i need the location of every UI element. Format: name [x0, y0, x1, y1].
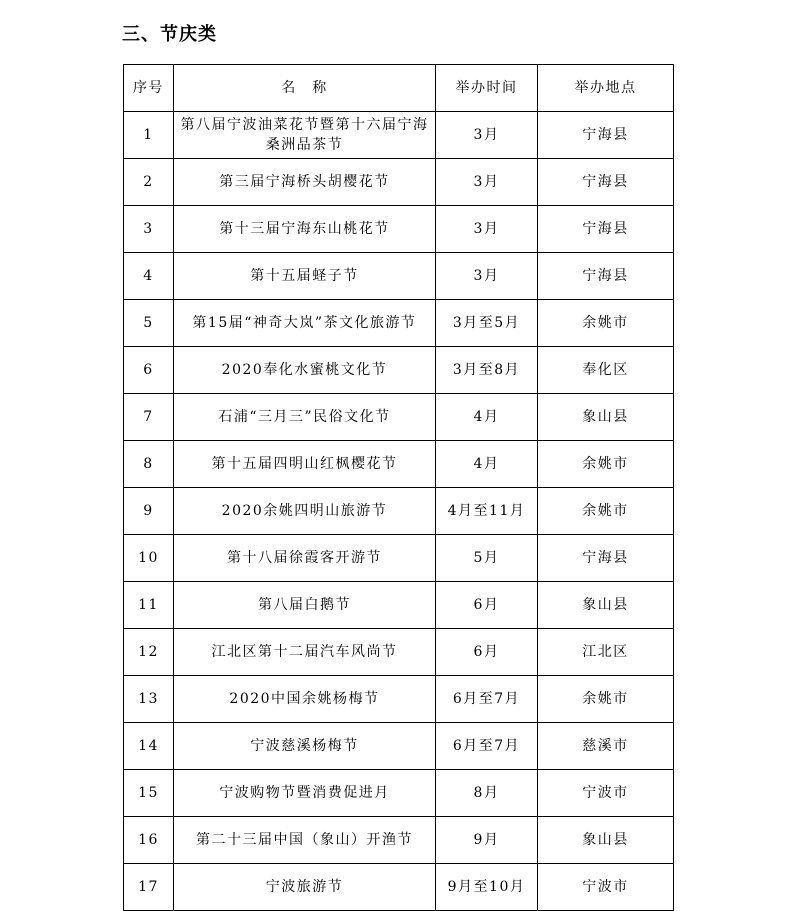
cell-name: 第八届白鹅节: [174, 582, 436, 629]
cell-name: 第十八届徐霞客开游节: [174, 535, 436, 582]
table-row: [124, 112, 674, 159]
cell-place: 象山县: [538, 582, 674, 629]
cell-time: 4月至11月: [436, 488, 538, 535]
cell-number: 14: [124, 723, 174, 770]
cell-place: 宁海县: [538, 112, 674, 159]
section-title: 三、节庆类: [122, 24, 217, 45]
cell-time: 3月: [436, 206, 538, 253]
cell-name: 第十五届四明山红枫樱花节: [174, 441, 436, 488]
table-row: [124, 629, 674, 676]
cell-name: 第二十三届中国（象山）开渔节: [174, 817, 436, 864]
cell-number: 12: [124, 629, 174, 676]
cell-time: 3月: [436, 253, 538, 300]
cell-place: 宁海县: [538, 535, 674, 582]
cell-number: 5: [124, 300, 174, 347]
cell-number: 10: [124, 535, 174, 582]
header-time: 举办时间: [436, 65, 538, 112]
cell-time: 4月: [436, 394, 538, 441]
table-row: [124, 582, 674, 629]
cell-place: 余姚市: [538, 488, 674, 535]
festival-table: [123, 64, 674, 911]
cell-time: 3月至5月: [436, 300, 538, 347]
table-row: [124, 535, 674, 582]
cell-number: 1: [124, 112, 174, 159]
cell-place: 余姚市: [538, 300, 674, 347]
table-row: [124, 253, 674, 300]
cell-number: 9: [124, 488, 174, 535]
cell-number: 7: [124, 394, 174, 441]
cell-place: 宁波市: [538, 864, 674, 911]
header-number: 序号: [124, 65, 174, 112]
cell-number: 15: [124, 770, 174, 817]
cell-time: 8月: [436, 770, 538, 817]
cell-number: 13: [124, 676, 174, 723]
table-row: [124, 817, 674, 864]
cell-time: 3月: [436, 112, 538, 159]
cell-number: 17: [124, 864, 174, 911]
table-row: [124, 300, 674, 347]
cell-place: 宁海县: [538, 159, 674, 206]
cell-number: 3: [124, 206, 174, 253]
cell-time: 6月: [436, 582, 538, 629]
cell-name: 宁波购物节暨消费促进月: [174, 770, 436, 817]
cell-name: 江北区第十二届汽车风尚节: [174, 629, 436, 676]
table-row: [124, 159, 674, 206]
cell-place: 余姚市: [538, 676, 674, 723]
cell-place: 奉化区: [538, 347, 674, 394]
cell-place: 宁海县: [538, 206, 674, 253]
header-place: 举办地点: [538, 65, 674, 112]
table-row: [124, 723, 674, 770]
cell-number: 2: [124, 159, 174, 206]
cell-time: 3月至8月: [436, 347, 538, 394]
table-row: [124, 864, 674, 911]
header-name: 名 称: [174, 65, 436, 112]
cell-name: 第十三届宁海东山桃花节: [174, 206, 436, 253]
table-row: [124, 206, 674, 253]
table-body: [124, 112, 674, 911]
cell-number: 6: [124, 347, 174, 394]
cell-number: 16: [124, 817, 174, 864]
cell-time: 9月至10月: [436, 864, 538, 911]
cell-name: 第三届宁海桥头胡樱花节: [174, 159, 436, 206]
cell-place: 慈溪市: [538, 723, 674, 770]
table-row: [124, 488, 674, 535]
cell-time: 4月: [436, 441, 538, 488]
cell-name: 宁波旅游节: [174, 864, 436, 911]
cell-place: 宁波市: [538, 770, 674, 817]
cell-place: 象山县: [538, 394, 674, 441]
cell-name: 宁波慈溪杨梅节: [174, 723, 436, 770]
cell-number: 11: [124, 582, 174, 629]
table-row: [124, 770, 674, 817]
cell-time: 6月: [436, 629, 538, 676]
cell-time: 6月至7月: [436, 723, 538, 770]
cell-name: 第八届宁波油菜花节暨第十六届宁海桑洲品茶节: [174, 112, 436, 159]
cell-place: 宁海县: [538, 253, 674, 300]
table-row: [124, 394, 674, 441]
table-row: [124, 441, 674, 488]
cell-name: 2020中国余姚杨梅节: [174, 676, 436, 723]
cell-name: 第十五届蛏子节: [174, 253, 436, 300]
table-row: [124, 347, 674, 394]
cell-name: 石浦“三月三”民俗文化节: [174, 394, 436, 441]
cell-place: 余姚市: [538, 441, 674, 488]
cell-number: 4: [124, 253, 174, 300]
cell-name: 2020奉化水蜜桃文化节: [174, 347, 436, 394]
cell-name: 第15届“神奇大岚”茶文化旅游节: [174, 300, 436, 347]
cell-time: 9月: [436, 817, 538, 864]
table-row: [124, 676, 674, 723]
cell-place: 江北区: [538, 629, 674, 676]
cell-name: 2020余姚四明山旅游节: [174, 488, 436, 535]
cell-time: 5月: [436, 535, 538, 582]
cell-number: 8: [124, 441, 174, 488]
cell-time: 3月: [436, 159, 538, 206]
cell-place: 象山县: [538, 817, 674, 864]
table-header-row: [124, 65, 674, 112]
cell-time: 6月至7月: [436, 676, 538, 723]
